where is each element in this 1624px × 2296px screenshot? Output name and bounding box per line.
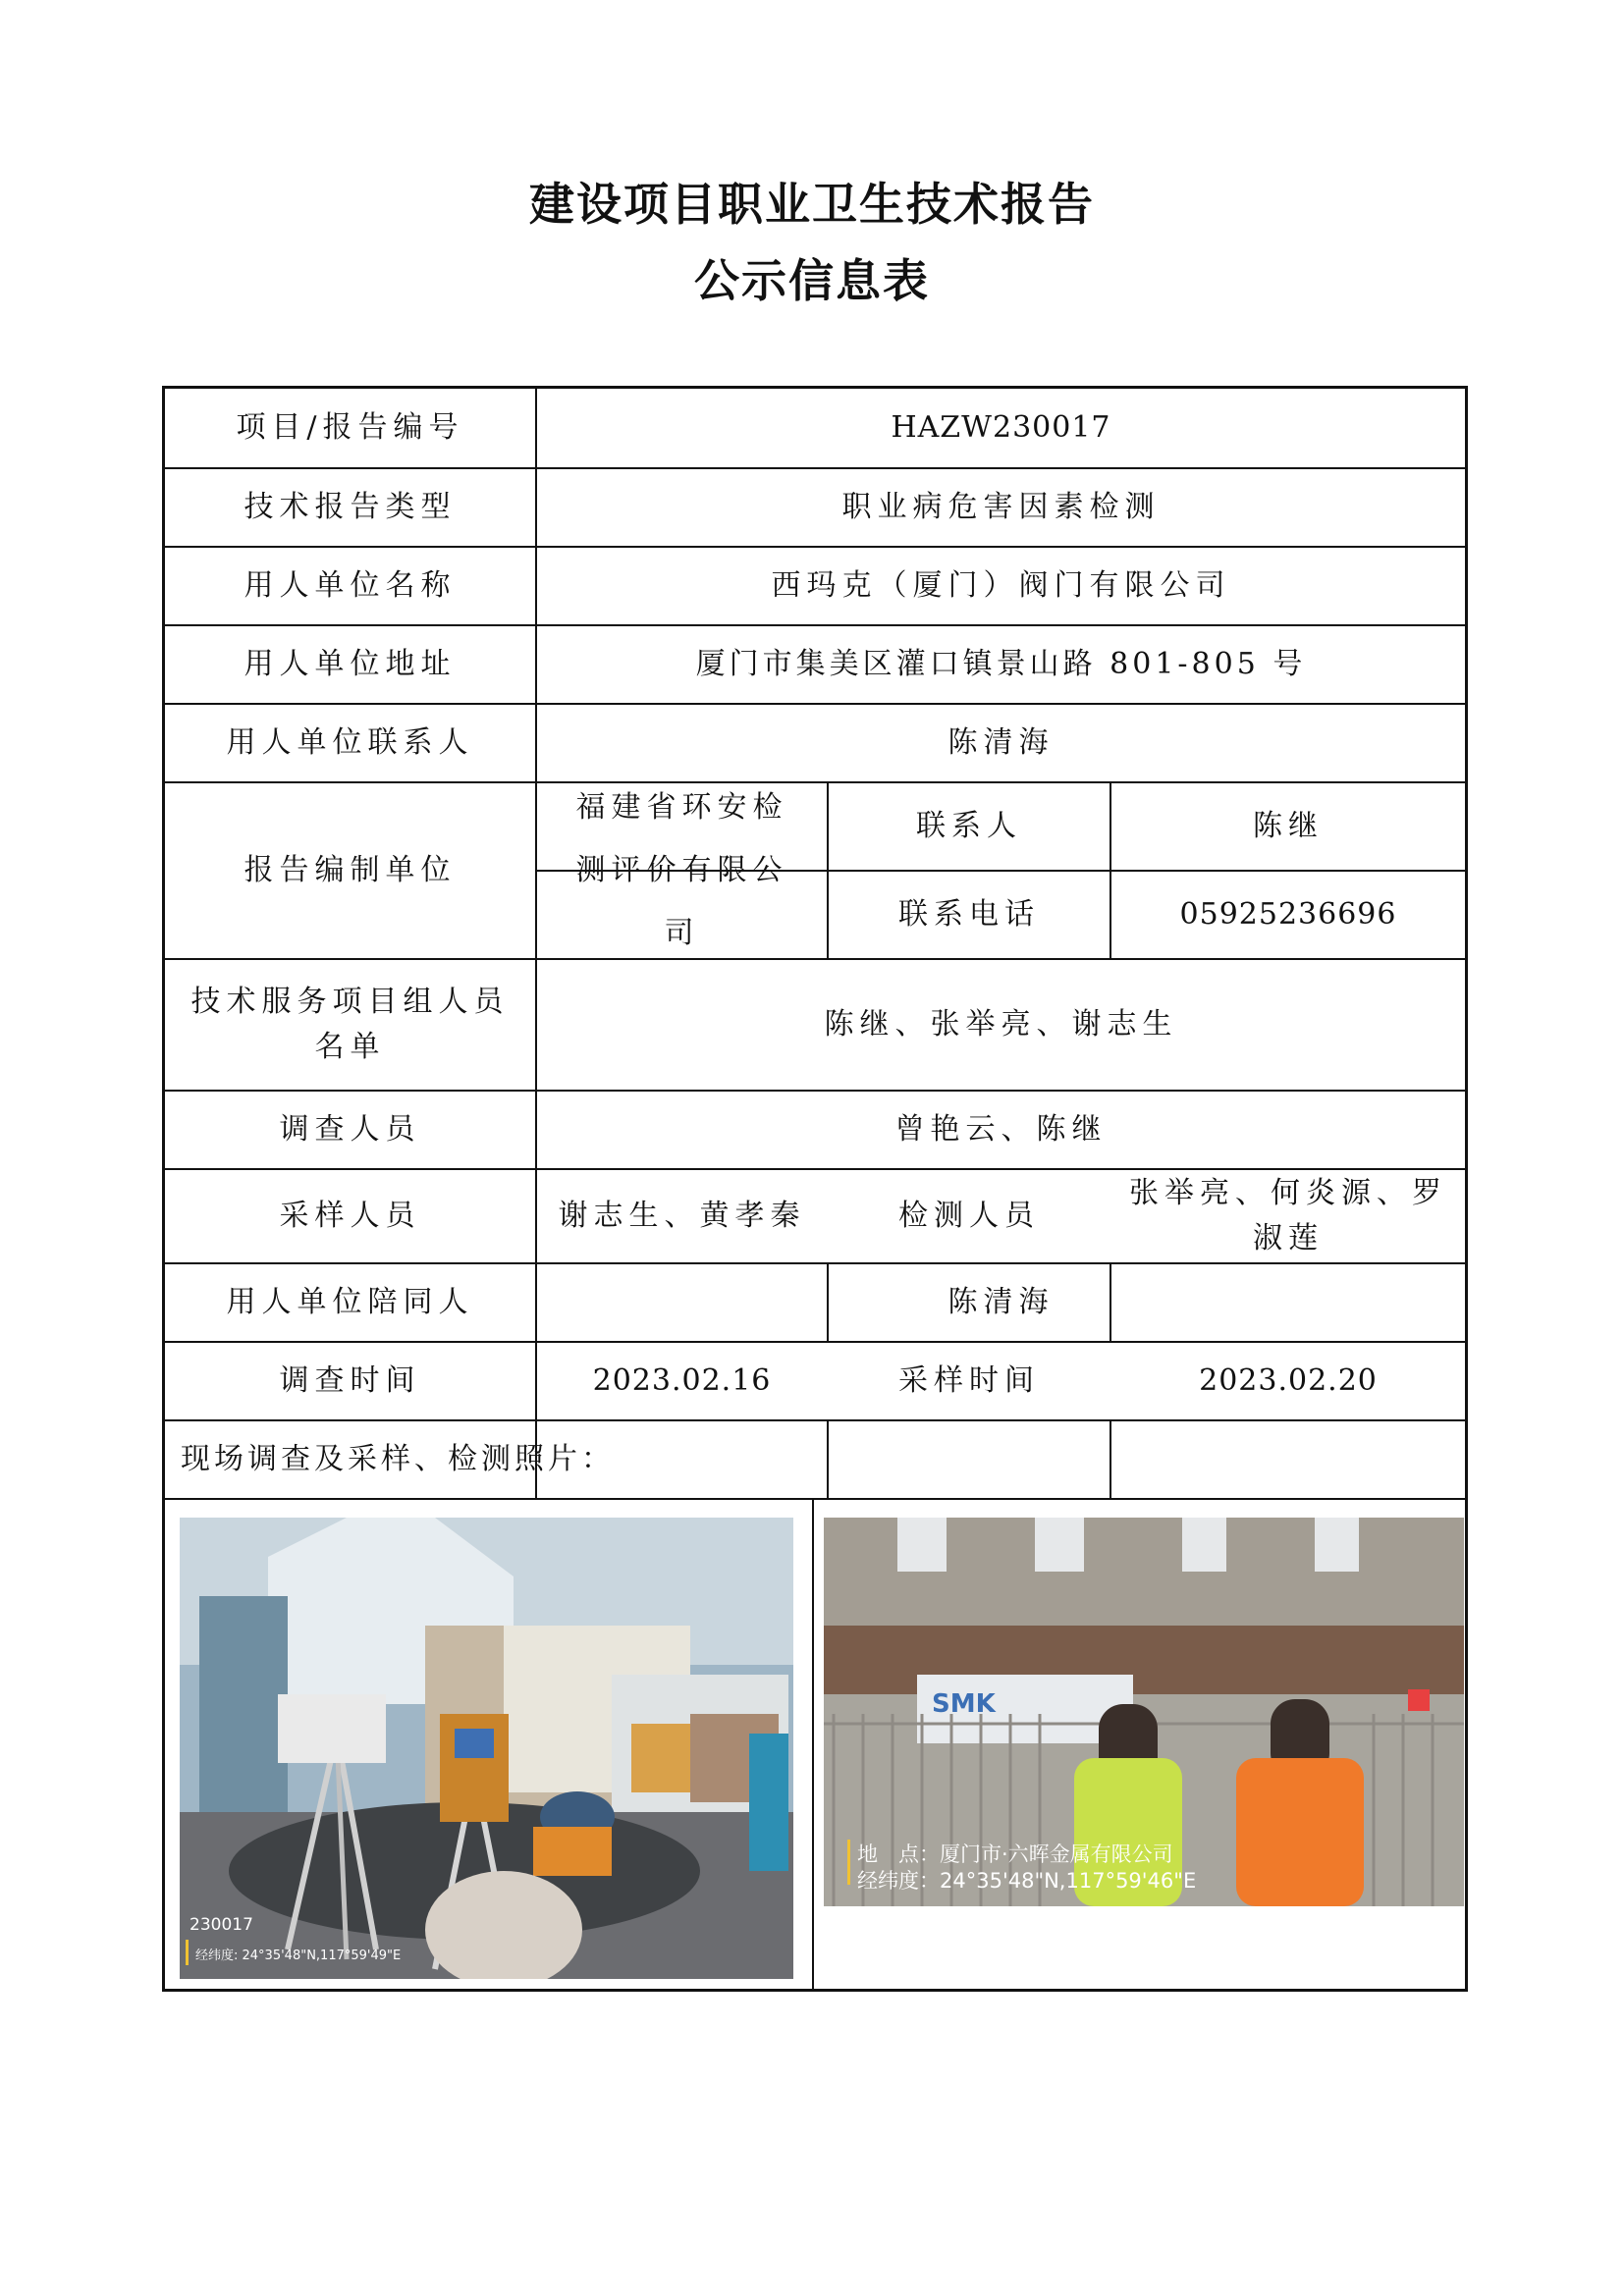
label-compiler-phone: 联系电话 bbox=[898, 897, 1040, 932]
label-employer-contact: 用人单位联系人 bbox=[226, 725, 474, 760]
photo1-coords: 经纬度: 24°35'48"N,117°59'49"E bbox=[195, 1949, 402, 1963]
photo2-location: 地 点：厦门市·六晖金属有限公司 bbox=[857, 1842, 1173, 1866]
gate-photo-image bbox=[824, 1518, 1464, 1906]
photo-site-gate bbox=[824, 1518, 1464, 1906]
page-subtitle: 公示信息表 bbox=[694, 254, 930, 307]
value-compiler-contact: 陈继 bbox=[1253, 809, 1324, 843]
photo2-coords: 经纬度：24°35'48"N,117°59'46"E bbox=[857, 1869, 1197, 1893]
value-testing: 张举亮、何炎源、罗淑莲 bbox=[1129, 1176, 1447, 1255]
photo-workshop-sampling bbox=[180, 1518, 793, 1979]
workshop-photo-image bbox=[180, 1518, 793, 1979]
label-compiler: 报告编制单位 bbox=[244, 853, 457, 887]
page-title: 建设项目职业卫生技术报告 bbox=[529, 178, 1095, 231]
label-testing: 检测人员 bbox=[898, 1199, 1040, 1233]
label-report-type: 技术报告类型 bbox=[244, 490, 457, 524]
value-report-type: 职业病危害因素检测 bbox=[841, 490, 1161, 524]
photo2-sign-text: SMK bbox=[932, 1689, 996, 1719]
label-report-no: 项目/报告编号 bbox=[236, 410, 464, 445]
label-compiler-contact: 联系人 bbox=[916, 809, 1022, 843]
label-investigators: 调查人员 bbox=[279, 1112, 421, 1147]
label-sample-date: 采样时间 bbox=[898, 1363, 1040, 1398]
value-compiler-phone: 05925236696 bbox=[1179, 897, 1397, 932]
photos-heading: 现场调查及采样、检测照片： bbox=[181, 1442, 615, 1476]
label-companion: 用人单位陪同人 bbox=[226, 1285, 474, 1319]
label-employer-name: 用人单位名称 bbox=[244, 568, 457, 603]
info-table bbox=[162, 386, 1468, 1992]
value-compiler-unit: 福建省环安检测评价有限公司 bbox=[575, 790, 788, 950]
value-survey-date: 2023.02.16 bbox=[592, 1363, 772, 1398]
value-investigators: 曾艳云、陈继 bbox=[894, 1112, 1108, 1147]
value-employer-name: 西玛克（厦门）阀门有限公司 bbox=[771, 568, 1231, 603]
label-sampling: 采样人员 bbox=[279, 1199, 421, 1233]
photo1-stamp-id: 230017 bbox=[189, 1915, 253, 1935]
value-employer-address: 厦门市集美区灌口镇景山路 801-805 号 bbox=[695, 647, 1307, 681]
label-team: 技术服务项目组人员名单 bbox=[190, 985, 510, 1064]
value-companion: 陈清海 bbox=[947, 1285, 1055, 1319]
label-employer-address: 用人单位地址 bbox=[244, 647, 457, 681]
value-sample-date: 2023.02.20 bbox=[1199, 1363, 1378, 1398]
value-report-no: HAZW230017 bbox=[891, 410, 1111, 445]
value-team: 陈继、张举亮、谢志生 bbox=[824, 1007, 1178, 1041]
label-survey-date: 调查时间 bbox=[279, 1363, 421, 1398]
value-sampling: 谢志生、黄孝秦 bbox=[558, 1199, 806, 1233]
value-employer-contact: 陈清海 bbox=[947, 725, 1055, 760]
